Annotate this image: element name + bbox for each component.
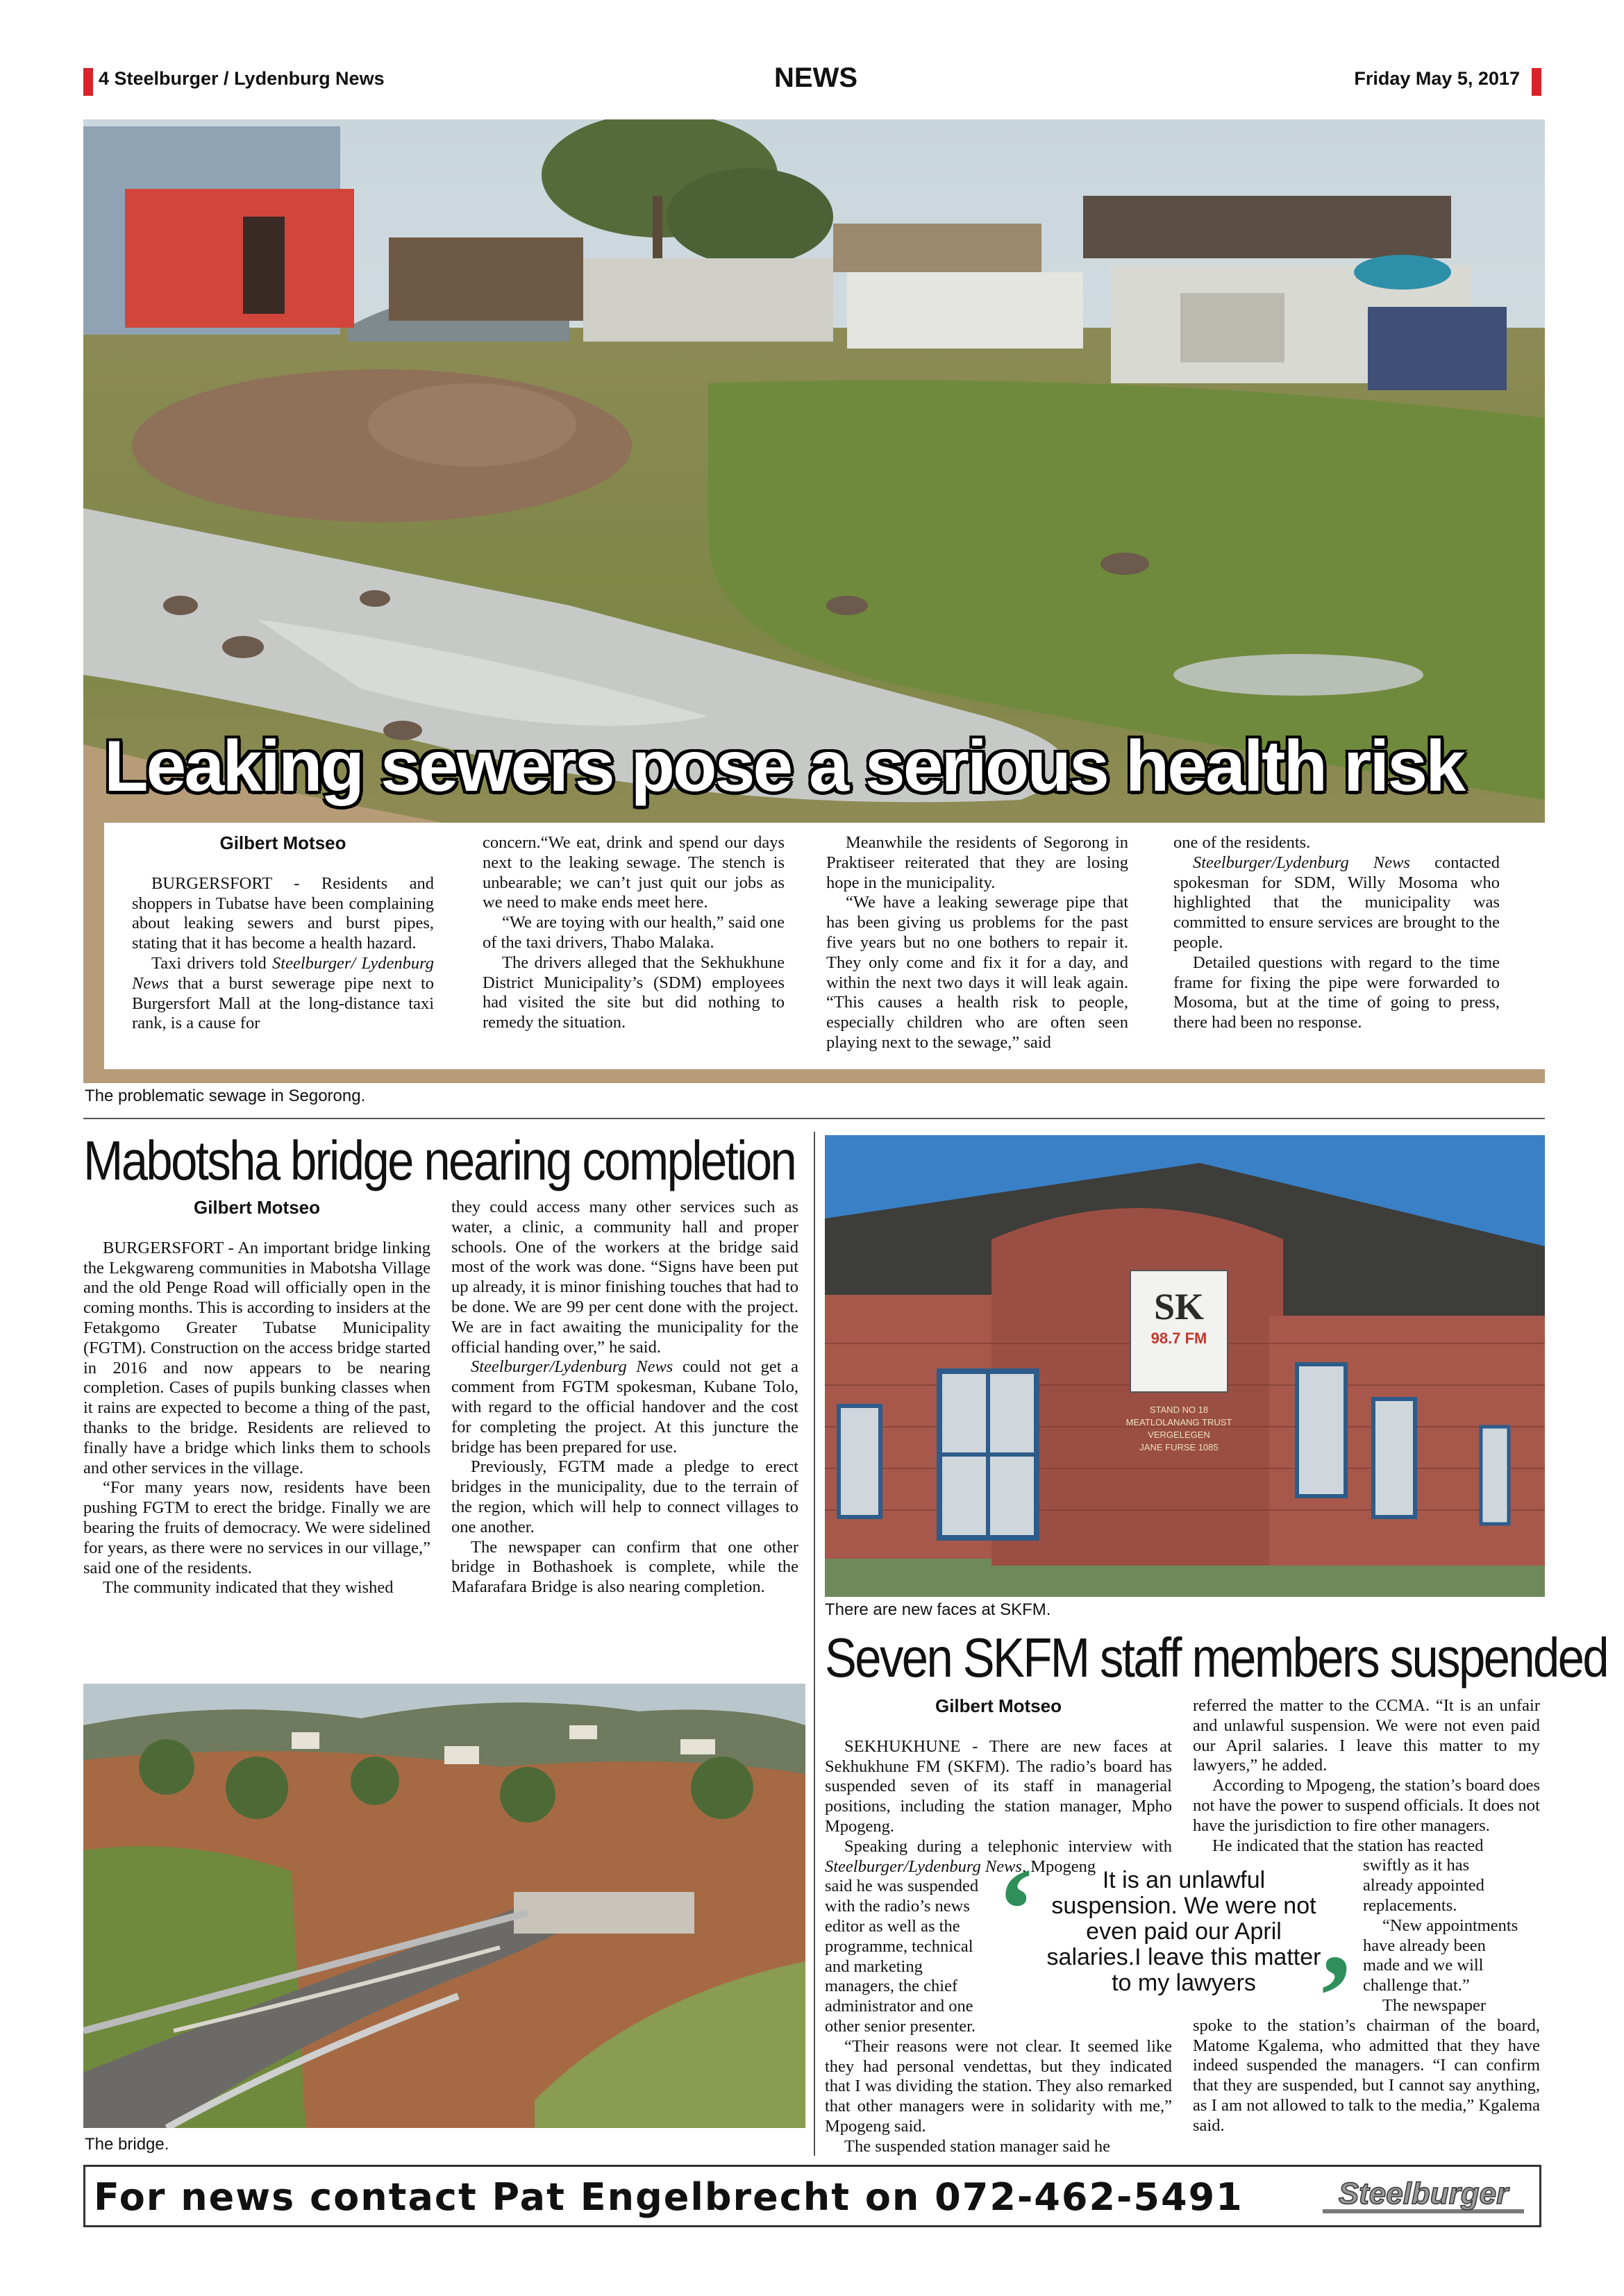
sign-line: JANE FURSE 1085 bbox=[1139, 1442, 1219, 1452]
story1-column-3 bbox=[826, 833, 1128, 1053]
story3-byline: Gilbert Motseo bbox=[935, 1695, 1062, 1716]
footer-contact: For news contact Pat Engelbrecht on 072-462-5491 bbox=[94, 2175, 1244, 2219]
story2-headline: Mabotsha bridge nearing completion bbox=[83, 1130, 796, 1191]
story2-byline: Gilbert Motseo bbox=[193, 1197, 320, 1218]
page-folio: 4 Steelburger / Lydenburg News bbox=[99, 68, 385, 89]
close-quote-icon: ’ bbox=[1316, 1931, 1355, 2061]
header-accent-bar-left bbox=[83, 68, 93, 96]
story1-caption: The problematic sewage in Segorong. bbox=[85, 1087, 366, 1105]
open-quote-icon: ‘ bbox=[996, 1844, 1036, 1975]
skfm-building-photo bbox=[825, 1135, 1545, 1597]
pull-quote: It is an unlawful suspension. We were not even paid our April salaries.I leave this matter to my lawyers bbox=[1046, 1867, 1321, 1996]
story1-paragraph: Taxi drivers told Steelburger/ Lydenburg News that a burst sewerage pipe next to Burgersfort Mall at the long-distance taxi rank, is a cause for bbox=[132, 953, 434, 1033]
header-accent-bar-right bbox=[1532, 68, 1541, 96]
steelburger-logo bbox=[1323, 2173, 1524, 2219]
story1-paragraph: “We are toying with our health,” said one of the taxi drivers, Thabo Malaka. bbox=[483, 913, 785, 952]
sign-line: MEATLOLANANG TRUST bbox=[1125, 1417, 1232, 1427]
story1-paragraph: BURGERSFORT - Residents and shoppers in Tubatse have been complaining about leaking sewers and burst pipes, stating that it has become a health hazard. bbox=[132, 873, 434, 953]
story2-caption: The bridge. bbox=[85, 2135, 169, 2154]
section-title: NEWS bbox=[774, 62, 857, 93]
svg-text:Steelburger: Steelburger bbox=[1338, 2177, 1509, 2211]
story3-paragraph: The suspended station manager said he bbox=[844, 2136, 1111, 2156]
story3-paragraph: He indicated that the station has reacted bbox=[1212, 1836, 1484, 1855]
story2-paragraph: Steelburger/Lydenburg News could not get a comment from FGTM spokesman, Kubane Tolo, with regard to the official handover and the cost for completing the project. At this juncture the bridge has been prepared for use. bbox=[451, 1357, 798, 1457]
section-divider bbox=[83, 1118, 1545, 1119]
story3-headline: Seven SKFM staff members suspended bbox=[825, 1627, 1608, 1689]
story3-narrow-text: swiftly as it has already appointed replacements. “New appointments have already been made and we will challenge that.” The newspaper bbox=[1363, 1856, 1518, 2015]
story1-paragraph: one of the residents. bbox=[1173, 833, 1311, 852]
story1-headline: Leaking sewers pose a serious health risk bbox=[104, 726, 1464, 807]
story1-column-1 bbox=[132, 833, 434, 1034]
column-divider bbox=[814, 1132, 815, 2156]
issue-date: Friday May 5, 2017 bbox=[1354, 68, 1520, 89]
sign-line: STAND NO 18 bbox=[1149, 1405, 1209, 1415]
story3-paragraph: referred the matter to the CCMA. “It is an unfair and unlawful suspension. We were not even paid our April salaries. I leave this matter to my lawyers,” he added. bbox=[1193, 1696, 1540, 1775]
story2-column-1 bbox=[83, 1198, 430, 1598]
story1-paragraph: The drivers alleged that the Sekhukhune District Municipality’s (SDM) employees had visited the site but did nothing to remedy the situation. bbox=[483, 953, 785, 1032]
story1-paragraph: Meanwhile the residents of Segorong in Praktiseer reiterated that they are losing hope in the municipality. bbox=[826, 833, 1128, 892]
story2-paragraph: The community indicated that they wished bbox=[103, 1578, 394, 1598]
story3-paragraph: According to Mpogeng, the station’s board does not have the power to suspend officials. It does not have the jurisdiction to fire other managers. bbox=[1193, 1776, 1540, 1835]
story1-paragraph: concern.“We eat, drink and spend our days next to the leaking sewage. The stench is unbearable; we can’t just quit our jobs as we need to make ends meet here. bbox=[483, 833, 785, 912]
story2-paragraph: BURGERSFORT - An important bridge linking the Lekgwareng communities in Mabotsha Village and the old Penge Road will officially open in the coming months. This is according to insiders at the Fetakgomo Greater Tubatse Municipality (FGTM). Construction on the access bridge started in 2016 and now appears to be nearing completion. Cases of pupils bunking classes when it rains are expected to become a thing of the past, thanks to the bridge. Residents are relieved to finally have a bridge which links them to schools and other services in the village. bbox=[83, 1238, 430, 1477]
story1-column-2 bbox=[483, 833, 785, 1033]
story1-byline: Gilbert Motseo bbox=[219, 832, 346, 853]
story2-paragraph: “For many years now, residents have been pushing FGTM to erect the bridge. Finally we are bearing the fruits of democracy. We were sidelined for years, as there were no services in our village,” said one of the residents. bbox=[83, 1478, 430, 1577]
story3-paragraph: Speaking during a telephonic interview with Steelburger/Lydenburg News, Mpogeng bbox=[825, 1836, 1172, 1876]
sign-line: VERGELEGEN bbox=[1148, 1430, 1210, 1440]
story1-column-4 bbox=[1173, 833, 1500, 1033]
story1-paragraph: Steelburger/Lydenburg News contacted spokesman for SDM, Willy Mosoma who highlighted that the municipality was committed to ensure services are brought to the people. bbox=[1173, 853, 1500, 952]
story2-paragraph: The newspaper can confirm that one other bridge in Bothashoek is complete, while the Mafarafara Bridge is also nearing completion. bbox=[451, 1537, 798, 1597]
story2-paragraph: Previously, FGTM made a pledge to erect bridges in the municipality, due to the terrain of the region, which will help to connect villages to one another. bbox=[451, 1457, 798, 1536]
story3-paragraph: SEKHUKHUNE - There are new faces at Sekhukhune FM (SKFM). The radio’s board has suspended seven of its staff in managerial positions, including the station manager, Mpho Mpogeng. bbox=[825, 1736, 1172, 1836]
sign-frequency: 98.7 FM bbox=[1150, 1330, 1207, 1347]
sign-logo: SK bbox=[1153, 1286, 1205, 1327]
bridge-photo bbox=[83, 1684, 805, 2128]
story3-caption: There are new faces at SKFM. bbox=[825, 1600, 1051, 1619]
story1-paragraph: Detailed questions with regard to the time frame for fixing the pipe were forwarded to Mosoma, but at the time of going to press, there had been no response. bbox=[1173, 953, 1500, 1032]
story3-narrow-text: said he was suspended with the radio’s news editor as well as the programme, technical and marketing managers, the chief administrator and one other senior presenter. bbox=[825, 1877, 979, 2036]
story3-paragraph: “Their reasons were not clear. It seemed like they had personal vendettas, but they indicated that I was dividing the station. They also remarked that other managers were in solidarity with me,” Mpogeng said. bbox=[825, 2036, 1172, 2136]
story3-paragraph: spoke to the station’s chairman of the board, Matome Kgalema, who admitted that they have indeed suspended the managers. “I can confirm that they are suspended, but I cannot say anything, as I am not allowed to talk to the media,” Kgalema said. bbox=[1193, 2016, 1540, 2135]
story2-column-2 bbox=[451, 1198, 798, 1598]
story2-paragraph: they could access many other services such as water, a clinic, a community hall and proper schools. One of the workers at the bridge said most of the work was done. “Signs have been put up already, it is minor finishing touches that had to be done. We are 99 per cent done with the project. We are in fact awaiting the municipality for the official handing over,” he said. bbox=[451, 1198, 798, 1357]
story1-paragraph: “We have a leaking sewerage pipe that has been giving us problems for the past five years but no one bothers to repair it. They only come and fix it for a day, and within the next two days it will leak again. “This causes a health risk to people, especially children who are often seen playing next to the sewage,” said bbox=[826, 893, 1128, 1052]
